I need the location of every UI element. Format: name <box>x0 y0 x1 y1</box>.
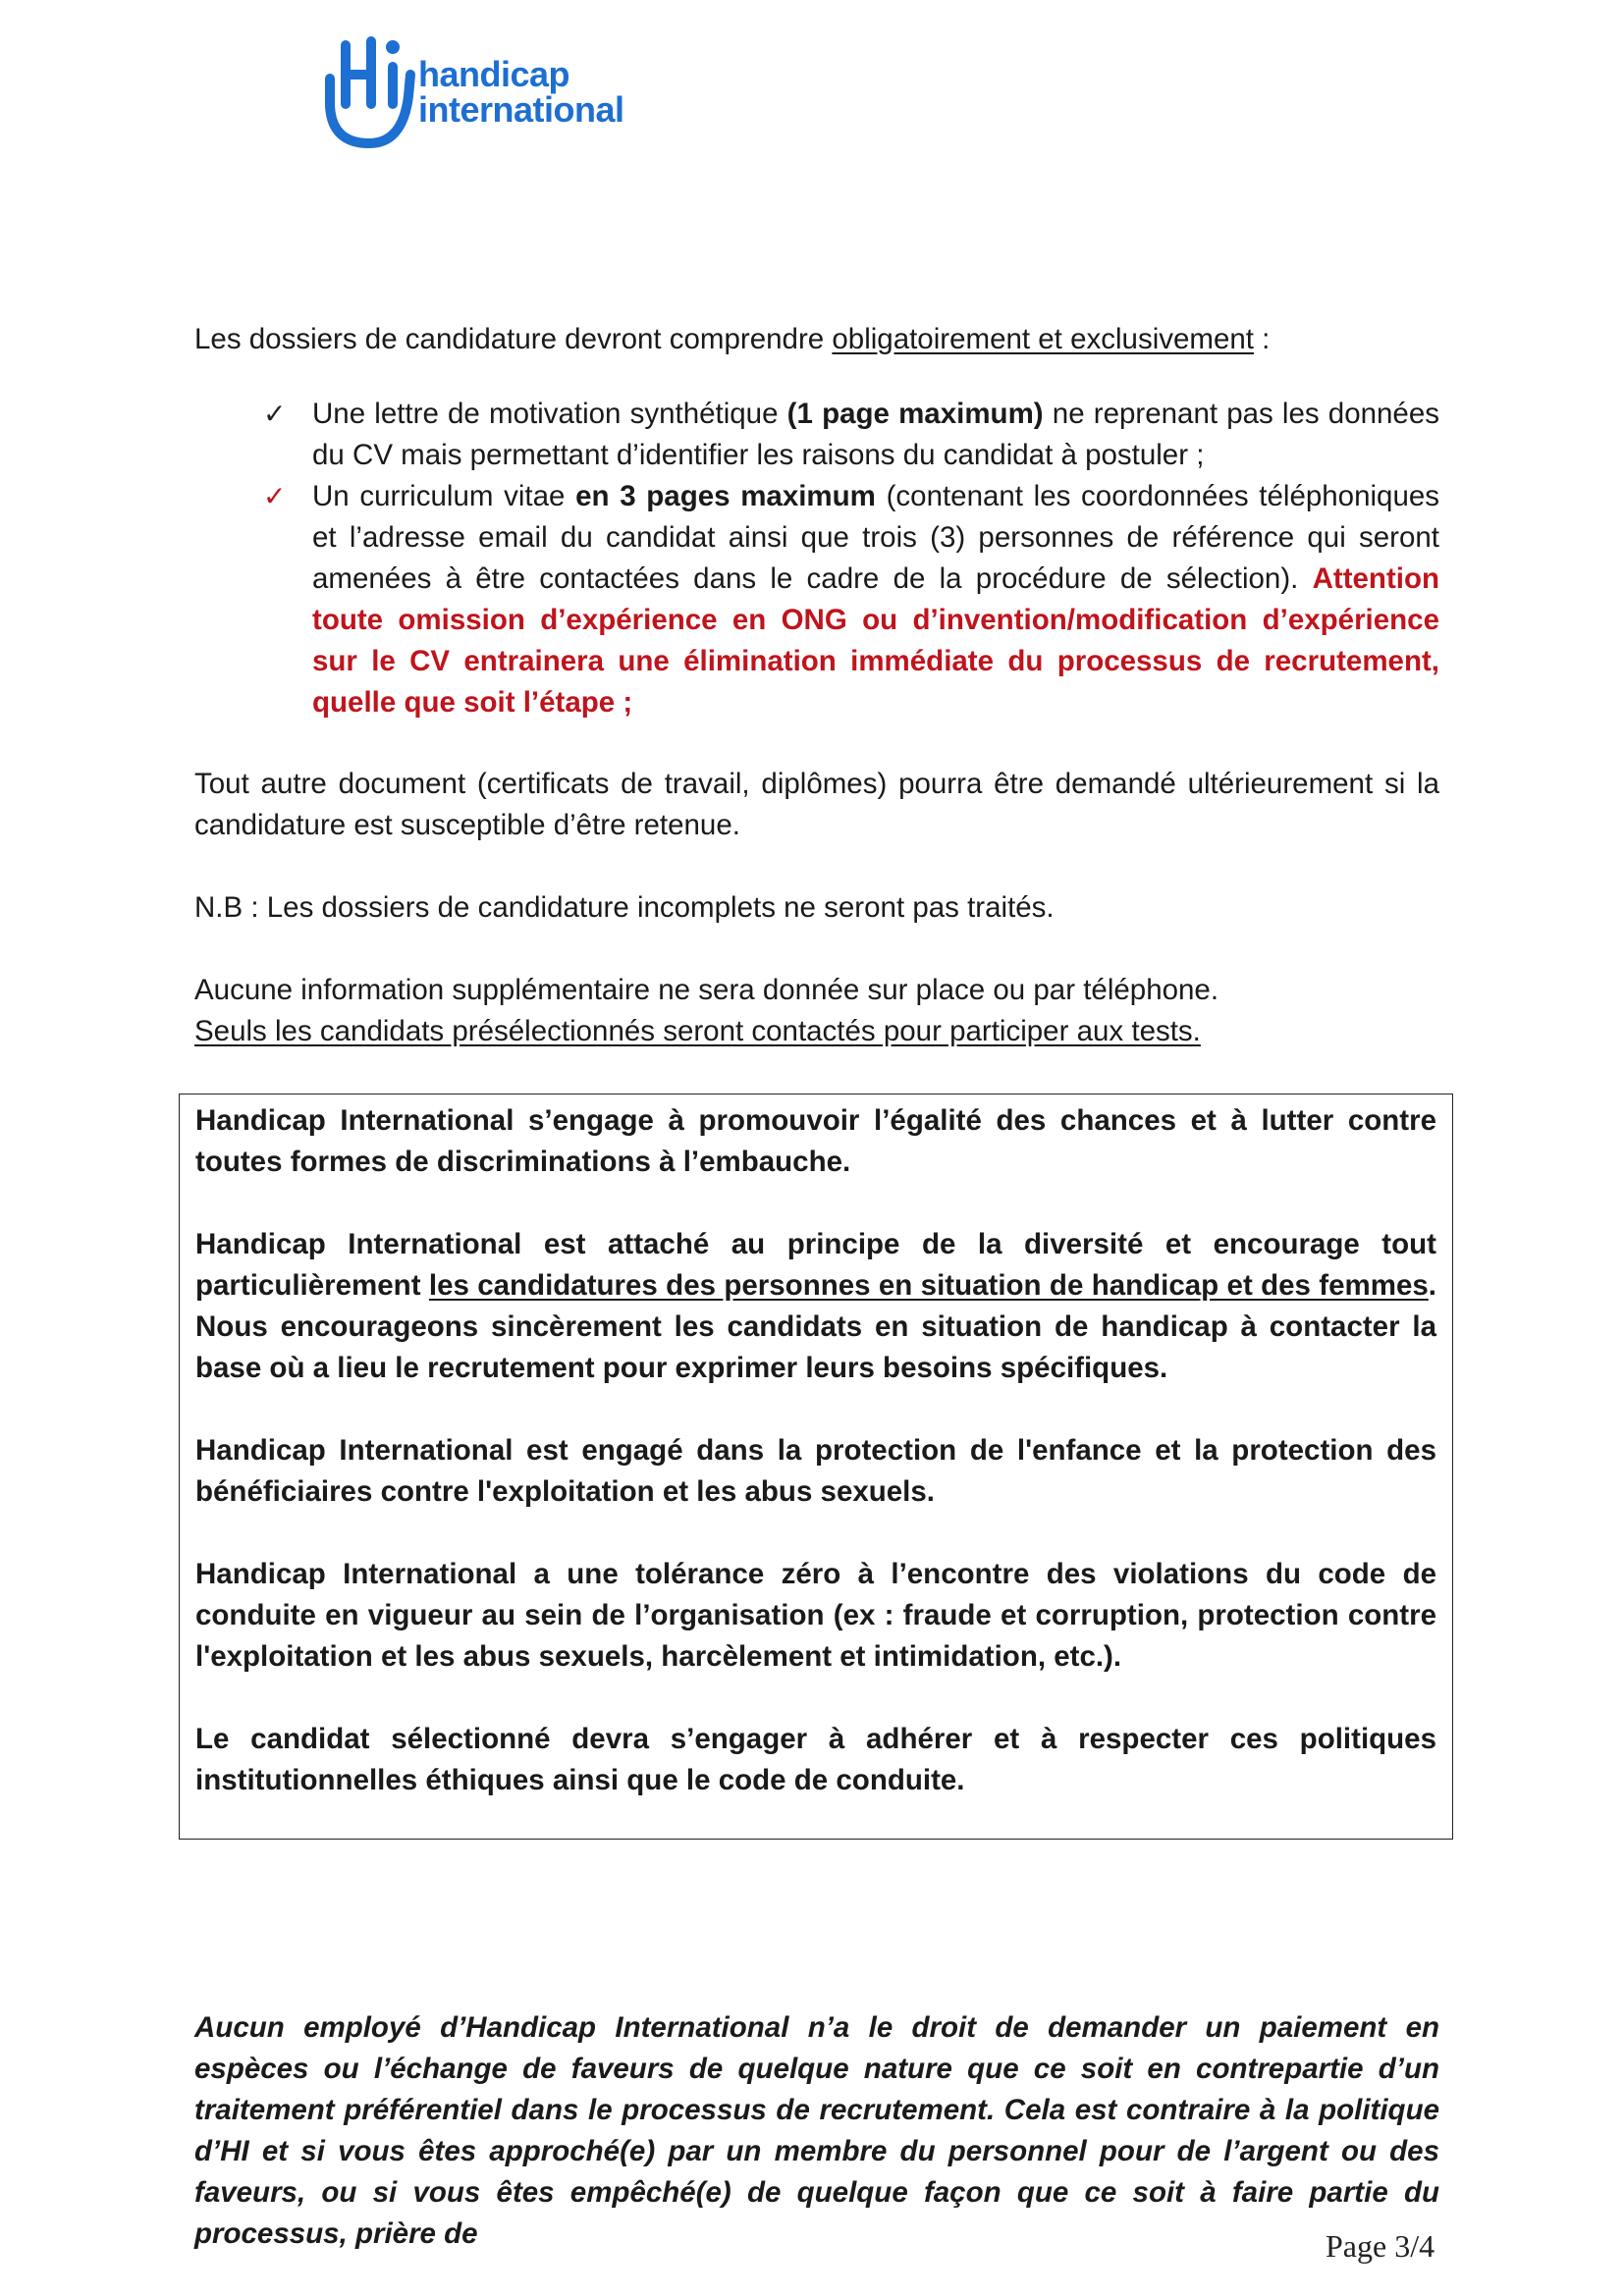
item-bold: (1 page maximum) <box>786 398 1044 430</box>
policy-p2-end: . Nous encourageons sincèrement les candidats en situation de handicap à contacter la base où a lieu le recrutement pour exprimer leurs besoins spécifiques. <box>195 1269 1436 1384</box>
item-text: Un curriculum vitae <box>312 480 576 512</box>
policy-box <box>179 1094 1453 1840</box>
intro-text: Les dossiers de candidature devront comprendre <box>194 323 833 355</box>
selected-candidates-paragraph: Seuls les candidats présélectionnés seront contactés pour participer aux tests. <box>194 1015 1201 1047</box>
intro-tail: : <box>1253 323 1271 355</box>
policy-p3: Handicap International est engagé dans la protection de l'enfance et la protection des bénéficiaires contre l'exploitation et les abus sexuels. <box>195 1434 1436 1508</box>
list-item <box>194 394 1439 476</box>
intro-underlined: obligatoirement et exclusivement <box>832 323 1254 355</box>
item-text-end: ne reprenant pas les données du CV mais permettant d’identifier les raisons du candidat à postuler ; <box>312 398 1439 471</box>
handicap-international-logo <box>320 27 654 151</box>
policy-p5: Le candidat sélectionné devra s’engager à adhérer et à respecter ces politiques institutionnelles éthiques ainsi que le code de conduite. <box>195 1723 1436 1796</box>
list-item <box>194 476 1439 723</box>
info-paragraph: Aucune information supplémentaire ne sera donnée sur place ou par téléphone. <box>194 974 1219 1006</box>
item-bold: en 3 pages maximum <box>575 480 876 512</box>
requirements-list <box>194 394 1439 723</box>
page-number: Page 3/4 <box>1326 2228 1435 2264</box>
other-documents-paragraph: Tout autre document (certificats de travail, diplômes) pourra être demandé ultérieurement si la candidature est susceptible d’être retenue. <box>194 768 1439 841</box>
policy-p2 <box>195 1224 1436 1389</box>
nb-paragraph: N.B : Les dossiers de candidature incomplets ne seront pas traités. <box>194 891 1055 924</box>
policy-p2-underlined: les candidatures des personnes en situation de handicap et des femmes <box>428 1269 1429 1302</box>
policy-p1: Handicap International s’engage à promouvoir l’égalité des chances et à lutter contre toutes formes de discriminations à l’embauche. <box>195 1104 1436 1178</box>
hand-logo-icon <box>320 27 418 151</box>
item-warning: Attention toute omission d’expérience en ONG ou d’invention/modification d’expérience sur le CV entrainera une élimination immédiate du processus de recrutement, quelle que soit l’étape ; <box>312 562 1439 719</box>
policy-p4: Handicap International a une tolérance zéro à l’encontre des violations du code de conduite en vigueur au sein de l’organisation (ex : fraude et corruption, protection contre l'exploitation et les abus sexuels, harcèlement et intimidation, etc.). <box>195 1558 1436 1673</box>
item-text: Une lettre de motivation synthétique <box>312 398 787 430</box>
logo-wordmark <box>418 54 624 130</box>
warning-paragraph: Aucun employé d’Handicap International n’a le droit de demander un paiement en espèces ou l’échange de faveurs de quelque nature que ce soit en contrepartie d’un traitement préférentiel dans le processus de recrutement. Cela est contraire à la politique d’HI et si vous êtes approché(e) par un membre du personnel pour de l’argent ou des faveurs, ou si vous êtes empêché(e) de quelque façon que ce soit à faire partie du processus, prière de <box>194 2011 1439 2250</box>
logo-line-2: international <box>418 89 624 130</box>
checkmark-icon: ✓ <box>263 481 287 511</box>
policy-p2-text: Handicap International est attaché au principe de la diversité et encourage tout particulièrement <box>195 1228 1436 1302</box>
logo-line-1: handicap <box>418 54 570 94</box>
item-text-end: (contenant les coordonnées téléphoniques et l’adresse email du candidat ainsi que trois (3) personnes de référence qui seront amenées à être contactées dans le cadre de la procédure de sélection). <box>312 480 1440 595</box>
intro-paragraph <box>194 319 1439 360</box>
checkmark-icon: ✓ <box>263 399 287 429</box>
